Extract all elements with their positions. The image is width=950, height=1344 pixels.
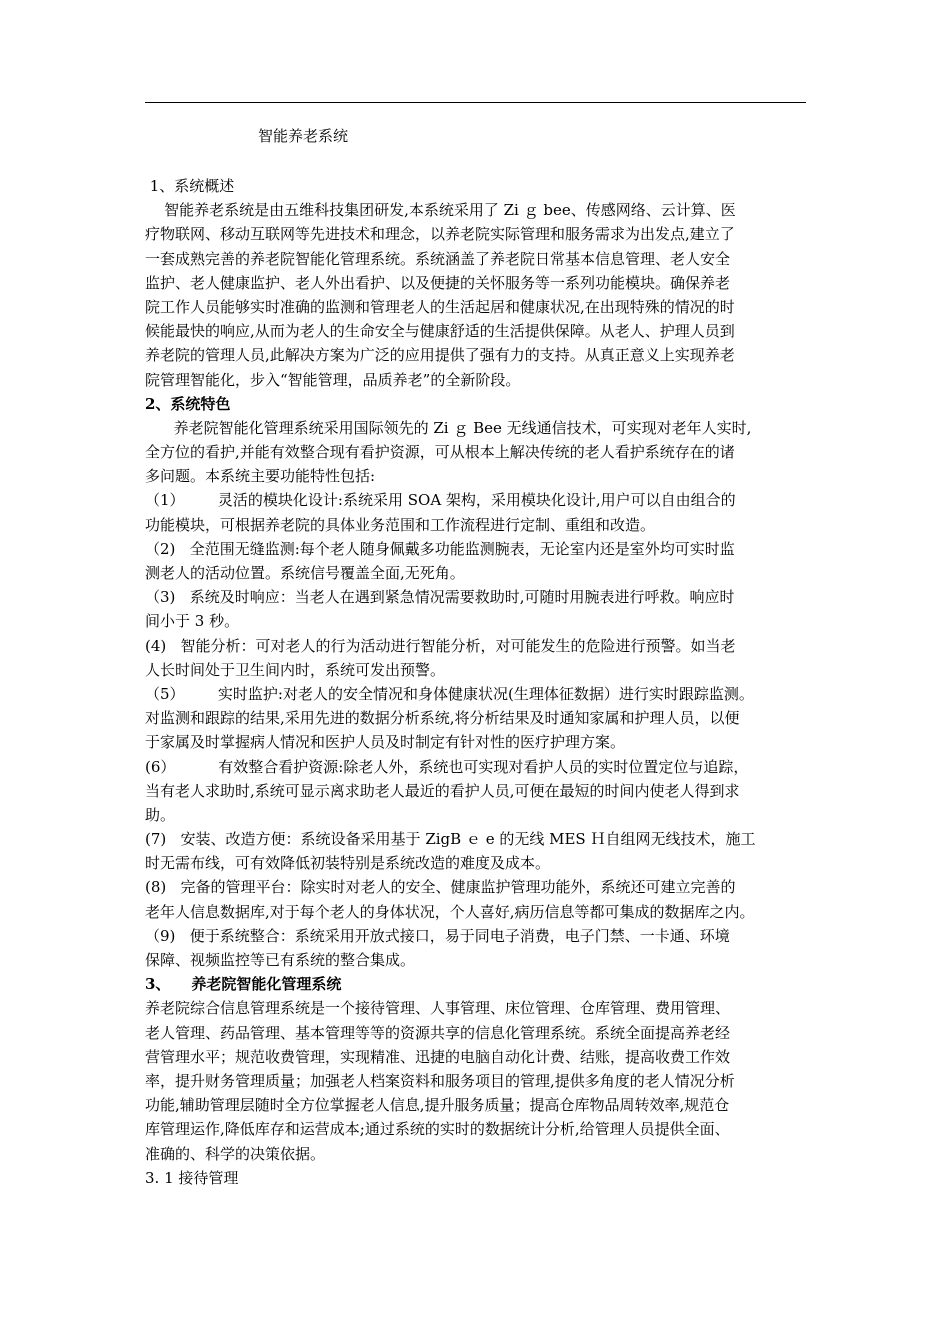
feature-item-line: （3) 系统及时响应：当老人在遇到紧急情况需要救助时,可随时用腕表进行呼救。响应时 <box>145 588 735 607</box>
paragraph-line: 准确的、科学的决策依据。 <box>145 1144 326 1163</box>
feature-item-line: 当有老人求助时,系统可显示离求助老人最近的看护人员,可便在最短的时间内使老人得到求 <box>145 781 740 800</box>
section-heading-1: 1、系统概述 <box>145 177 235 195</box>
feature-item-line: 老年人信息数据库,对于每个老人的身体状况，个人喜好,病历信息等都可集成的数据库之内。 <box>145 902 755 921</box>
document-body <box>145 174 810 1190</box>
paragraph-line: 老人管理、药品管理、基本管理等等的资源共享的信息化管理系统。系统全面提高养老经 <box>145 1023 731 1042</box>
feature-item-line: （9) 便于系统整合：系统采用开放式接口，易于同电子消费，电子门禁、一卡通、环境 <box>145 926 730 945</box>
feature-item-line: （5） 实时监护:对老人的安全情况和身体健康状况(生理体征数据）进行实时跟踪监测。 <box>145 684 754 703</box>
paragraph-line: 监护、老人健康监护、老人外出看护、以及便捷的关怀服务等一系列功能模块。确保养老 <box>145 273 731 292</box>
paragraph-line: 养老院智能化管理系统采用国际领先的 Zi ｇ Bee 无线通信技术，可实现对老年人实时, <box>145 418 752 437</box>
paragraph-line: 疗物联网、移动互联网等先进技术和理念，以养老院实际管理和服务需求为出发点,建立了 <box>145 225 735 244</box>
paragraph-line: 一套成熟完善的养老院智能化管理系统。系统涵盖了养老院日常基本信息管理、老人安全 <box>145 249 731 268</box>
paragraph-line: 全方位的看护,并能有效整合现有看护资源，可从根本上解决传统的老人看护系统存在的诸 <box>145 443 735 462</box>
feature-item-line: (6） 有效整合看护资源:除老人外，系统也可实现对看护人员的实时位置定位与追踪， <box>145 757 749 776</box>
feature-item-line: 对监测和跟踪的结果,采用先进的数据分析系统,将分析结果及时通知家属和护理人员，以便 <box>145 709 740 728</box>
feature-item-line: 于家属及时掌握病人情况和医护人员及时制定有针对性的医疗护理方案。 <box>145 733 626 752</box>
paragraph-line: 营管理水平；规范收费管理，实现精准、迅捷的电脑自动化计费、结账，提高收费工作效 <box>145 1047 731 1066</box>
paragraph-line: 养老院综合信息管理系统是一个接待管理、人事管理、床位管理、仓库管理、费用管理、 <box>145 999 731 1018</box>
feature-item-line: 测老人的活动位置。系统信号覆盖全面,无死角。 <box>145 564 465 582</box>
section-heading-2: 2、系统特色 <box>145 394 231 413</box>
paragraph-line: 候能最快的响应,从而为老人的生命安全与健康舒适的生活提供保障。从老人、护理人员到 <box>145 322 735 341</box>
header-rule <box>145 102 806 103</box>
feature-item-line: （1） 灵活的模块化设计:系统采用 SOA 架构，采用模块化设计,用户可以自由组合的 <box>145 491 736 510</box>
feature-item-line: 间小于 3 秒。 <box>145 612 240 631</box>
feature-item-line: 助。 <box>145 805 176 824</box>
feature-item-line: （2) 全范围无缝监测:每个老人随身佩戴多功能监测腕表，无论室内还是室外均可实时监 <box>145 539 735 558</box>
paragraph-line: 库管理运作,降低库存和运营成本;通过系统的实时的数据统计分析,给管理人员提供全面、 <box>145 1120 730 1139</box>
feature-item-line: 功能模块，可根据养老院的具体业务范围和工作流程进行定制、重组和改造。 <box>145 515 656 534</box>
paragraph-line: 多问题。本系统主要功能特性包括: <box>145 467 376 486</box>
subsection-heading: 3. 1 接待管理 <box>145 1168 239 1187</box>
feature-item-line: (4) 智能分析：可对老人的行为活动进行智能分析，对可能发生的危险进行预警。如当老 <box>145 636 736 655</box>
paragraph-line: 院工作人员能够实时准确的监测和管理老人的生活起居和健康状况,在出现特殊的情况的时 <box>145 297 735 316</box>
document-title: 智能养老系统 <box>258 127 349 145</box>
feature-item-line: (8) 完备的管理平台：除实时对老人的安全、健康监护管理功能外，系统还可建立完善的 <box>145 878 736 897</box>
paragraph-line: 智能养老系统是由五维科技集团研发,本系统采用了 Zi ｇ bee、传感网络、云计算、医 <box>145 201 736 220</box>
feature-item-line: 保障、视频监控等已有系统的整合集成。 <box>145 951 416 969</box>
paragraph-line: 养老院的管理人员,此解决方案为广泛的应用提供了强有力的支持。从真正意义上实现养老 <box>145 346 735 365</box>
paragraph-line: 率，提升财务管理质量；加强老人档案资料和服务项目的管理,提供多角度的老人情况分析 <box>145 1071 735 1090</box>
paragraph-line: 院管理智能化，步入“智能管理，品质养老”的全新阶段。 <box>145 370 521 389</box>
paragraph-line: 功能,辅助管理层随时全方位掌握老人信息,提升服务质量；提高仓库物品周转效率,规范仓 <box>145 1096 730 1115</box>
section-heading-3: 3、 养老院智能化管理系统 <box>145 975 342 994</box>
feature-item-line: 人长时间处于卫生间内时，系统可发出预警。 <box>145 660 446 679</box>
feature-item-line: 时无需布线，可有效降低初装特别是系统改造的难度及成本。 <box>145 854 551 873</box>
feature-item-line: (7) 安装、改造方便：系统设备采用基于 ZigB ｅ e 的无线 MES Ｈ自组网无线技术，施工 <box>145 830 756 849</box>
